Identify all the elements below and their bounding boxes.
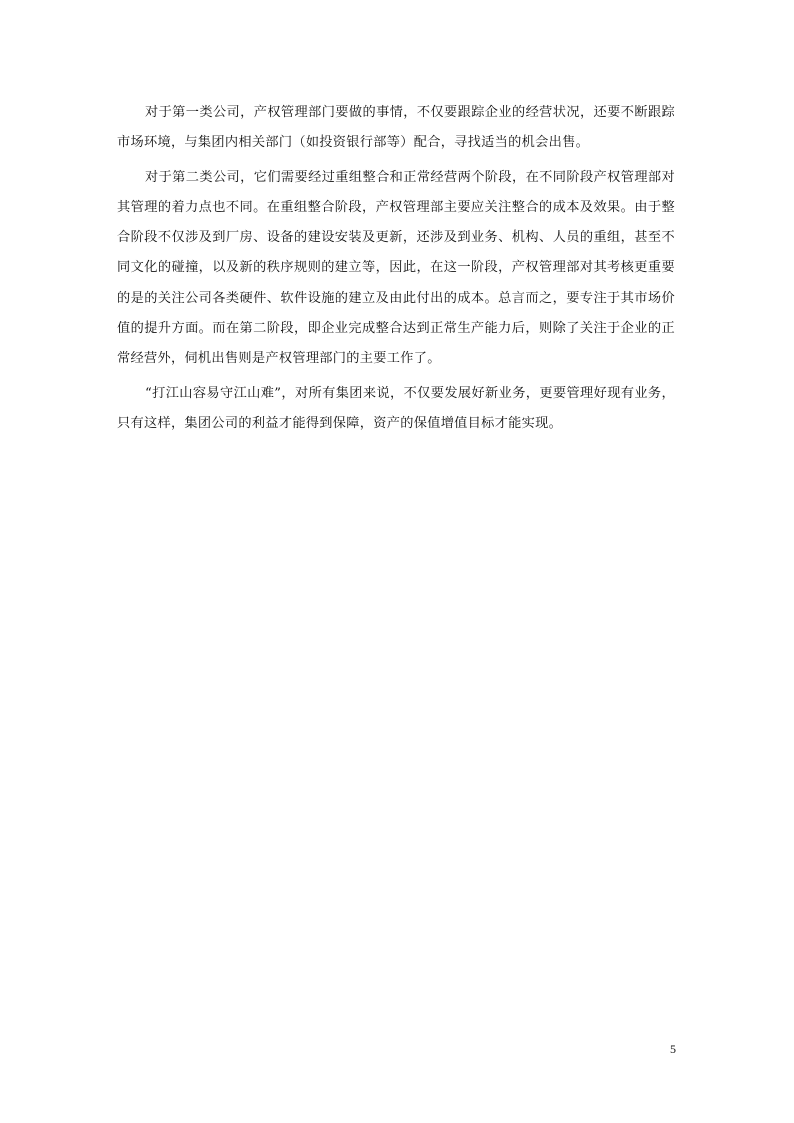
paragraph-first-type-companies: 对于第一类公司，产权管理部门要做的事情，不仅要跟踪企业的经营状况，还要不断跟踪市场环境，与集团内相关部门（如投资银行部等）配合，寻找适当的机会出售。 (117, 105, 675, 151)
paragraph-second-type-companies: 对于第二类公司，它们需要经过重组整合和正常经营两个阶段，在不同阶段产权管理部对其管理的着力点也不同。在重组整合阶段，产权管理部主要应关注整合的成本及效果。由于整合阶段不仅涉及到厂房、设备的建设安装及更新，还涉及到业务、机构、人员的重组，甚至不同文化的碰撞，以及新的秩序规则的建立等，因此，在这一阶段，产权管理部对其考核更重要的是的关注公司各类硬件、软件设施的建立及由此付出的成本。总言而之，要专注于其市场价值的提升方面。而在第二阶段，即企业完成整合达到正常生产能力后，则除了关注于企业的正常经营外，伺机出售则是产权管理部门的主要工作了。 (117, 169, 675, 367)
body-text (117, 98, 675, 443)
paragraph-conclusion: “打江山容易守江山难”，对所有集团来说，不仅要发展好新业务，更要管理好现有业务，只有这样，集团公司的利益才能得到保障，资产的保值增值目标才能实现。 (117, 385, 675, 431)
page-number: 5 (670, 1042, 676, 1056)
